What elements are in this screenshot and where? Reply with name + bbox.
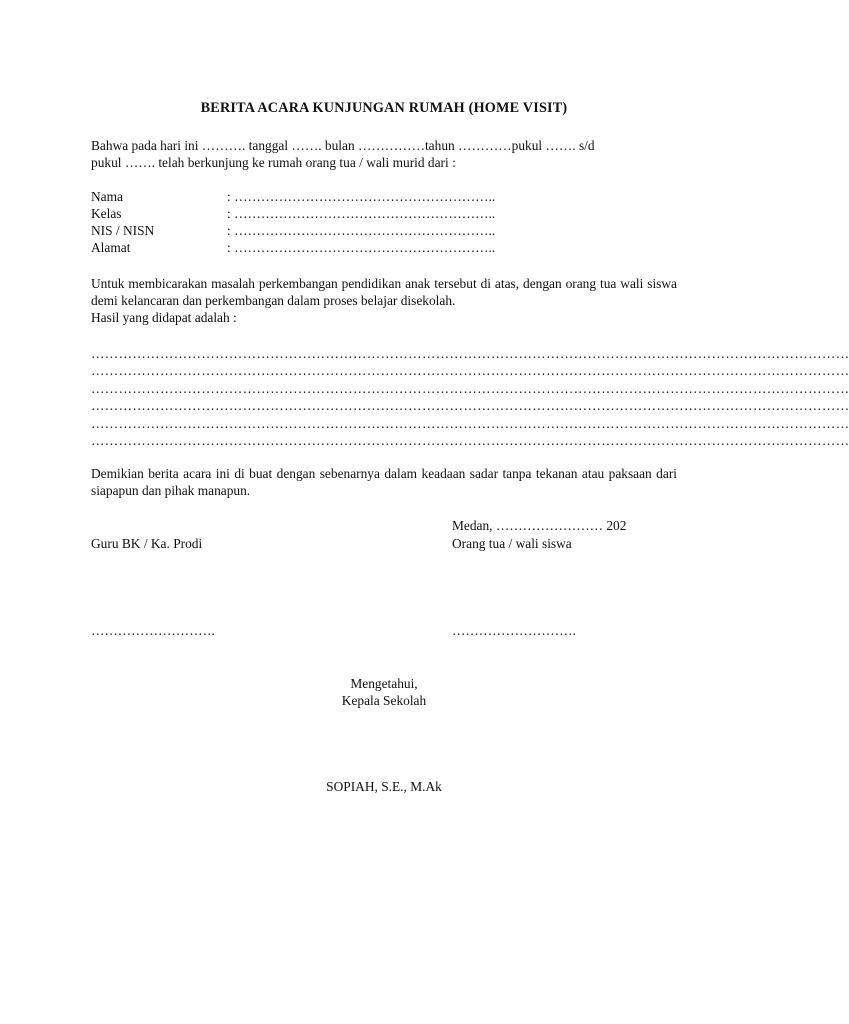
result-label: Hasil yang didapat adalah : [91, 310, 237, 325]
field-label: Alamat [91, 240, 131, 255]
purpose-paragraph: Untuk membicarakan masalah perkembangan pendidikan anak tersebut di atas, dengan orang tua wali siswa demi kelancaran dan perkembangan dalam proses belajar disekolah. [91, 276, 677, 308]
field-label: Kelas [91, 206, 122, 221]
field-value: : ………………………………………………….. [227, 206, 496, 221]
closing-paragraph: Demikian berita acara ini di buat dengan sebenarnya dalam keadaan sadar tanpa tekanan atau paksaan dari siapapun dan pihak manapun. [91, 466, 677, 498]
result-line: ………………………………………………………………………………………………………………………………………………… [91, 416, 849, 431]
field-value: : ………………………………………………….. [227, 189, 496, 204]
result-line: ………………………………………………………………………………………………………………………………………………… [91, 346, 849, 361]
right-signer-role: Orang tua / wali siswa [452, 536, 572, 551]
field-value: : ………………………………………………….. [227, 223, 496, 238]
result-line: ………………………………………………………………………………………………………………………………………………… [91, 433, 849, 448]
left-signature-line: ………………………. [91, 623, 215, 638]
document-title: BERITA ACARA KUNJUNGAN RUMAH (HOME VISIT) [200, 100, 568, 116]
field-label: NIS / NISN [91, 223, 155, 238]
left-signer-role: Guru BK / Ka. Prodi [91, 536, 203, 551]
result-line: ………………………………………………………………………………………………………………………………………………… [91, 398, 849, 413]
principal-role: Kepala Sekolah [341, 693, 427, 708]
principal-name: SOPIAH, S.E., M.Ak [326, 779, 442, 794]
intro-line-1: Bahwa pada hari ini ………. tanggal ……. bulan ……………tahun …………pukul ……. s/d [91, 138, 595, 153]
result-line: ………………………………………………………………………………………………………………………………………………… [91, 381, 849, 396]
result-line: ………………………………………………………………………………………………………………………………………………… [91, 363, 849, 378]
field-label: Nama [91, 189, 123, 204]
intro-line-2: pukul ……. telah berkunjung ke rumah orang tua / wali murid dari : [91, 155, 456, 170]
field-value: : ………………………………………………….. [227, 240, 496, 255]
acknowledged-label: Mengetahui, [350, 676, 418, 691]
place-date: Medan, …………………… 202 [452, 518, 627, 533]
right-signature-line: ………………………. [452, 623, 576, 638]
